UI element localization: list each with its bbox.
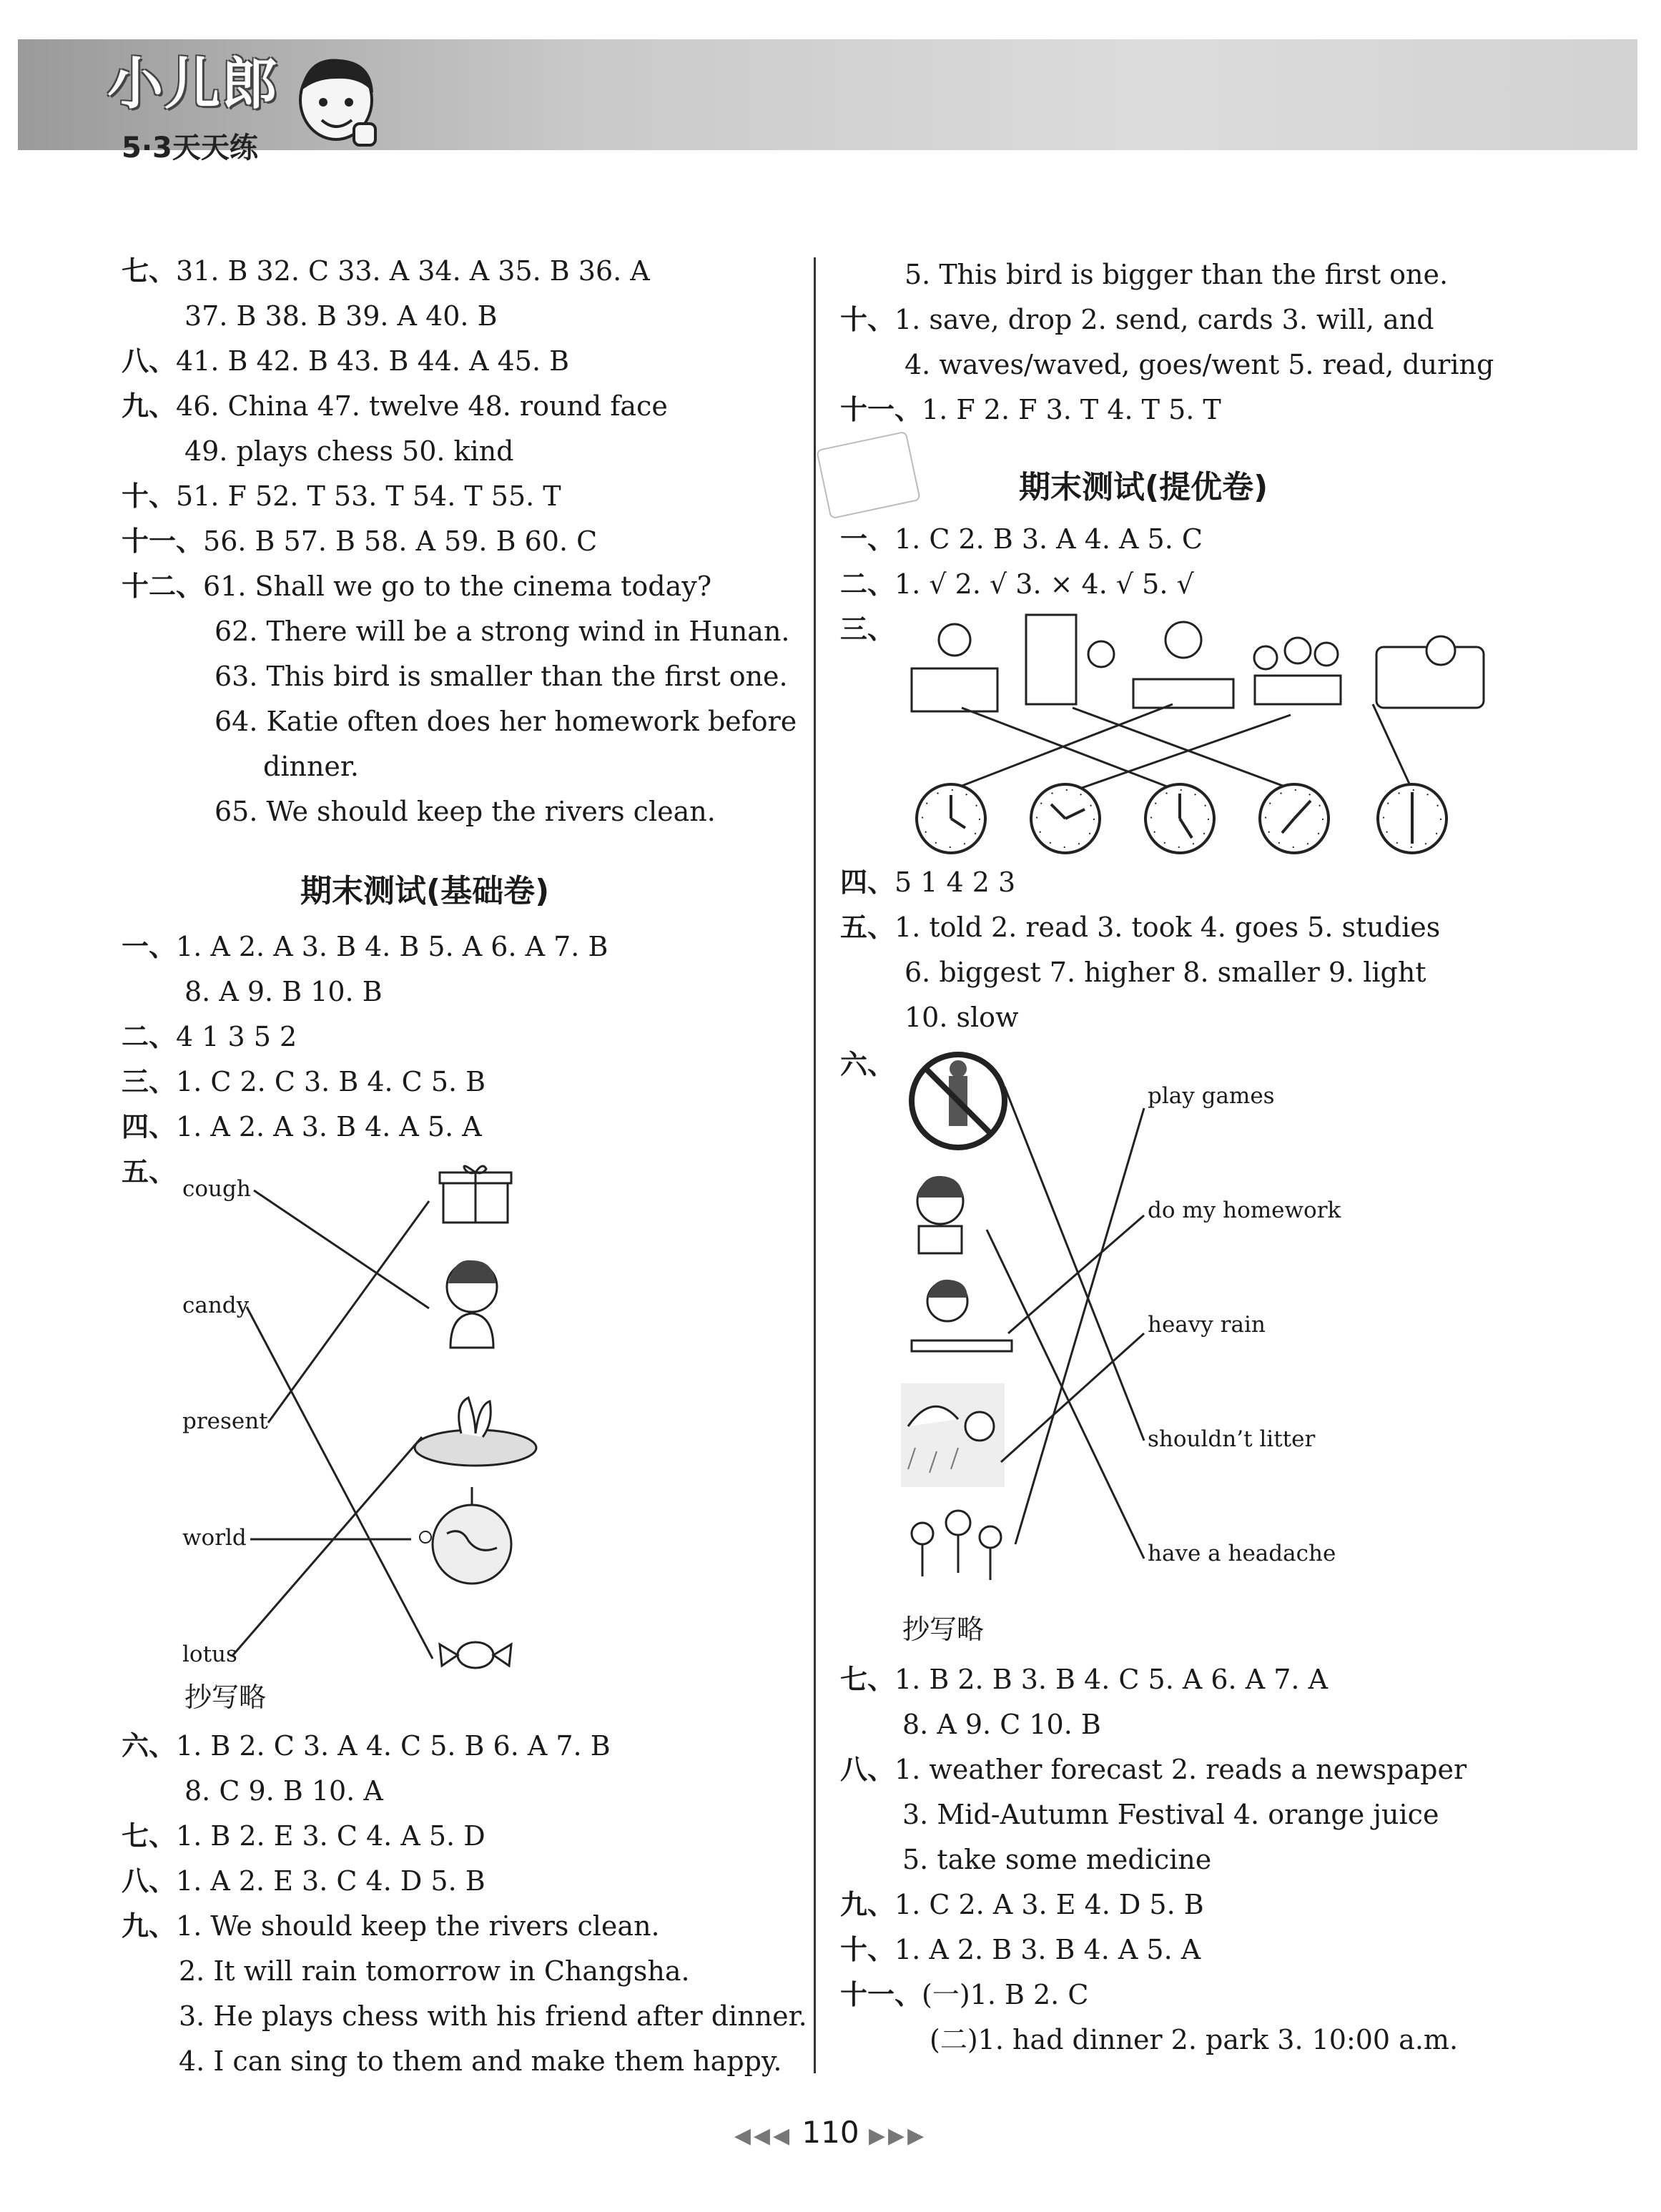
answer-row: 65. We should keep the rivers clean. — [215, 796, 716, 827]
answer-row: 八、1. A 2. E 3. C 4. D 5. B — [122, 1865, 486, 1897]
page-footer — [0, 2115, 1661, 2150]
answer-row: 10. slow — [905, 1002, 1019, 1033]
candy-icon — [436, 1634, 515, 1677]
section-number: 五、 — [122, 1156, 177, 1188]
right-arrows-icon: ▶▶▶ — [868, 2123, 927, 2148]
section-title-advanced: 期末测试(提优卷) — [1019, 469, 1268, 505]
answer-row: 8. A 9. C 10. B — [902, 1709, 1101, 1740]
answer-row: 十、1. save, drop 2. send, cards 3. will, and — [840, 304, 1434, 335]
daily-routine-pictures — [897, 611, 1612, 719]
copy-note: 抄写略 — [184, 1682, 267, 1713]
answer-row: 64. Katie often does her homework before — [215, 706, 797, 737]
homework-boy-icon — [905, 1273, 1012, 1373]
globe-world-icon — [411, 1483, 526, 1591]
answer-row: 一、1. C 2. B 3. A 4. A 5. C — [840, 523, 1203, 555]
match-word: lotus — [182, 1641, 237, 1667]
match-phrase: heavy rain — [1148, 1312, 1266, 1338]
answer-row: 七、1. B 2. B 3. B 4. C 5. A 6. A 7. A — [840, 1664, 1329, 1695]
answer-row: 5. This bird is bigger than the first one. — [905, 259, 1449, 290]
section-number: 六、 — [840, 1049, 895, 1080]
clock-icon — [912, 779, 990, 858]
section-title-basic: 期末测试(基础卷) — [300, 873, 550, 909]
answer-row: 49. plays chess 50. kind — [184, 435, 514, 467]
match-phrase: play games — [1148, 1083, 1275, 1109]
answer-row: 十一、56. B 57. B 58. A 59. B 60. C — [122, 525, 598, 557]
brand-subtitle: 5·3天天练 — [122, 132, 258, 164]
clock-icon — [1140, 779, 1219, 858]
answer-row: 八、41. B 42. B 43. B 44. A 45. B — [122, 345, 570, 377]
match-phrase: do my homework — [1148, 1198, 1341, 1223]
answer-row: 九、1. We should keep the rivers clean. — [122, 1910, 660, 1942]
answer-row: 十一、(一)1. B 2. C — [840, 1979, 1089, 2010]
answer-row: (二)1. had dinner 2. park 3. 10:00 a.m. — [930, 2024, 1459, 2055]
heavy-rain-girl-icon — [901, 1383, 1008, 1491]
answer-row: 五、1. told 2. read 3. took 4. goes 5. studies — [840, 912, 1441, 943]
clock-icon — [1373, 779, 1451, 858]
answer-row: 四、5 1 4 2 3 — [840, 866, 1016, 898]
kids-playing-icon — [901, 1505, 1008, 1598]
answer-row: 2. It will rain tomorrow in Changsha. — [179, 1955, 690, 1987]
answer-row: 三、1. C 2. C 3. B 4. C 5. B — [122, 1066, 486, 1097]
clock-icon — [1255, 779, 1334, 858]
answer-row: 十、51. F 52. T 53. T 54. T 55. T — [122, 480, 561, 512]
answer-row: 3. He plays chess with his friend after dinner. — [179, 2000, 807, 2032]
answer-row: 3. Mid-Autumn Festival 4. orange juice — [902, 1799, 1439, 1830]
match-word: candy — [182, 1293, 250, 1318]
copy-note: 抄写略 — [902, 1614, 985, 1645]
answer-row: 十二、61. Shall we go to the cinema today? — [122, 571, 712, 602]
stamp-mark — [816, 431, 921, 520]
answer-row: 四、1. A 2. A 3. B 4. A 5. A — [122, 1111, 482, 1142]
answer-row: 37. B 38. B 39. A 40. B — [184, 300, 498, 332]
brand-name: 小儿郎 — [107, 52, 280, 117]
section-number: 三、 — [840, 613, 895, 645]
answer-row: 八、1. weather forecast 2. reads a newspaper — [840, 1754, 1467, 1785]
answer-row: 七、1. B 2. E 3. C 4. A 5. D — [122, 1820, 486, 1852]
answer-row: 七、31. B 32. C 33. A 34. A 35. B 36. A — [122, 255, 650, 287]
answer-row: 6. biggest 7. higher 8. smaller 9. light — [905, 957, 1426, 988]
left-arrows-icon: ◀◀◀ — [734, 2123, 793, 2148]
answer-row: 六、1. B 2. C 3. A 4. C 5. B 6. A 7. B — [122, 1730, 611, 1762]
coughing-girl-icon — [433, 1255, 511, 1362]
answer-row: 63. This bird is smaller than the first one. — [215, 661, 788, 692]
answer-row: 二、4 1 3 5 2 — [122, 1021, 297, 1052]
gift-box-icon — [440, 1162, 511, 1226]
match-phrase: have a headache — [1148, 1541, 1336, 1566]
answer-row: 一、1. A 2. A 3. B 4. B 5. A 6. A 7. B — [122, 931, 608, 962]
clock-icon — [1026, 779, 1105, 858]
answer-row: 4. waves/waved, goes/went 5. read, during — [905, 349, 1494, 380]
column-divider — [814, 257, 816, 2073]
answer-row: 4. I can sing to them and make them happy. — [179, 2045, 782, 2077]
answer-row: 九、1. C 2. A 3. E 4. D 5. B — [840, 1889, 1204, 1920]
headache-boy-icon — [905, 1169, 983, 1255]
match-word: cough — [182, 1176, 251, 1202]
answer-row: dinner. — [263, 751, 359, 782]
answer-row: 十、1. A 2. B 3. B 4. A 5. A — [840, 1934, 1201, 1965]
answer-row: 62. There will be a strong wind in Hunan. — [215, 616, 790, 647]
answer-row: 8. A 9. B 10. B — [184, 976, 383, 1007]
answer-row: 8. C 9. B 10. A — [184, 1775, 383, 1807]
no-litter-sign-icon — [905, 1047, 1012, 1155]
answer-row: 5. take some medicine — [902, 1844, 1212, 1875]
page-number: 110 — [802, 2115, 859, 2150]
answer-row: 十一、1. F 2. F 3. T 4. T 5. T — [840, 394, 1221, 425]
mascot-boy-icon — [286, 49, 386, 156]
answer-row: 九、46. China 47. twelve 48. round face — [122, 390, 668, 422]
lotus-pond-icon — [411, 1391, 540, 1469]
answer-row: 二、1. √ 2. √ 3. × 4. √ 5. √ — [840, 568, 1194, 600]
match-word: present — [182, 1408, 268, 1434]
match-word: world — [182, 1525, 247, 1551]
match-phrase: shouldn’t litter — [1148, 1426, 1316, 1452]
